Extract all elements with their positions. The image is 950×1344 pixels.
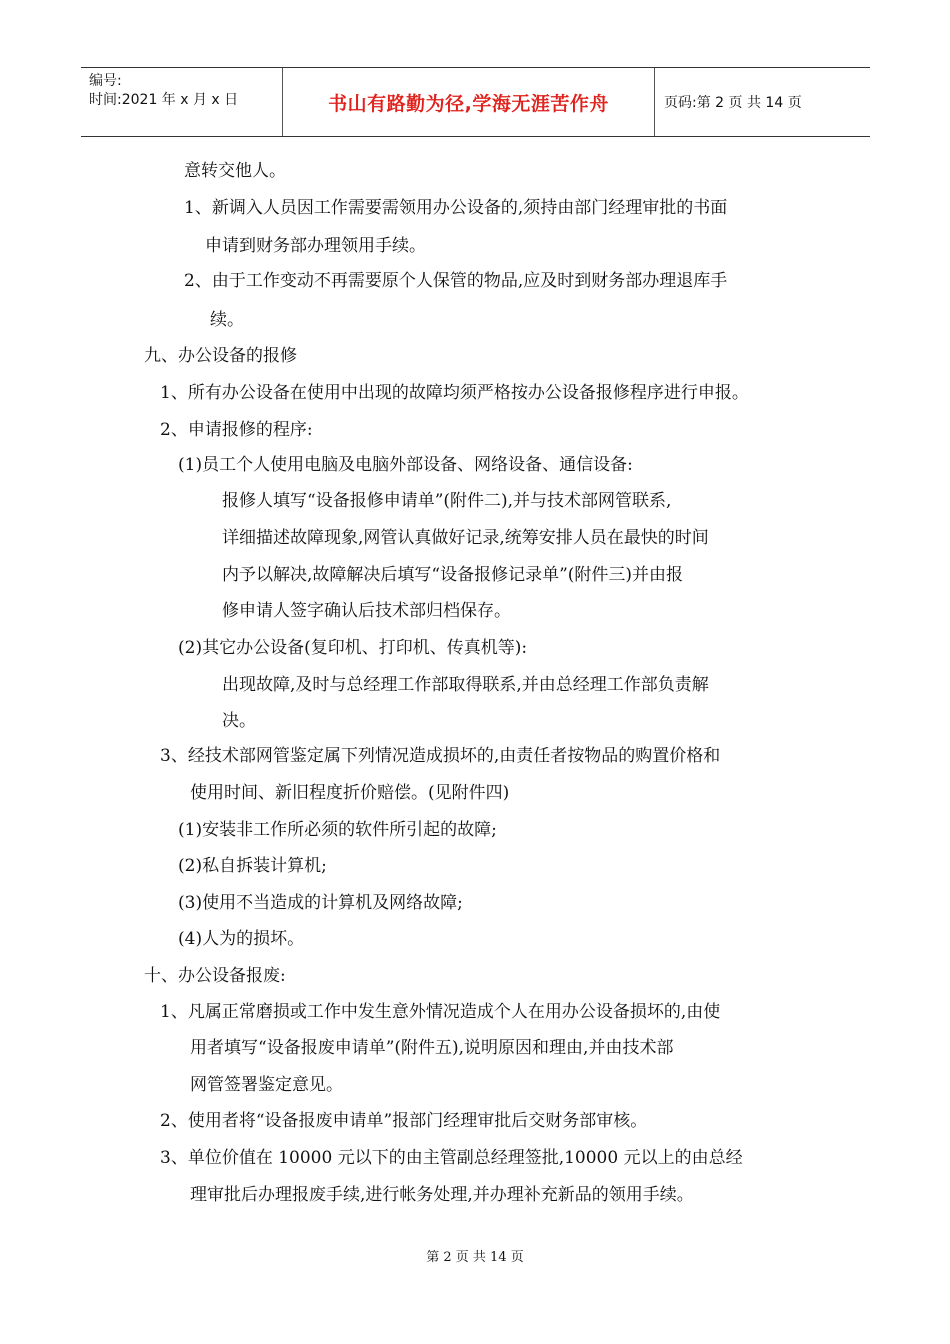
document-time-label: 时间:2021 年 x 月 x 日 xyxy=(89,92,239,108)
body-line: 修申请人签字确认后技术部归档保存。 xyxy=(222,601,511,621)
header-motto-cell xyxy=(283,68,655,136)
body-line: 2、申请报修的程序: xyxy=(160,420,313,440)
body-line: 1、所有办公设备在使用中出现的故障均须严格按办公设备报修程序进行申报。 xyxy=(160,383,749,403)
body-line: 3、单位价值在 10000 元以下的由主管副总经理签批,10000 元以上的由总经 xyxy=(160,1148,743,1168)
body-line: 网管签署鉴定意见。 xyxy=(190,1075,343,1095)
body-line: (1)安装非工作所必须的软件所引起的故障; xyxy=(178,820,497,840)
header-info-cell xyxy=(81,68,283,136)
body-line: (3)使用不当造成的计算机及网络故障; xyxy=(178,893,463,913)
body-line: (1)员工个人使用电脑及电脑外部设备、网络设备、通信设备: xyxy=(178,455,633,475)
body-line: 意转交他人。 xyxy=(184,161,286,181)
body-line: 内予以解决,故障解决后填写“设备报修记录单”(附件三)并由报 xyxy=(222,565,684,585)
body-line: 用者填写“设备报废申请单”(附件五),说明原因和理由,并由技术部 xyxy=(190,1038,674,1058)
body-line: 报修人填写“设备报修申请单”(附件二),并与技术部网管联系, xyxy=(222,491,672,511)
body-line: (2)私自拆装计算机; xyxy=(178,856,327,876)
body-line: 2、由于工作变动不再需要原个人保管的物品,应及时到财务部办理退库手 xyxy=(184,271,728,291)
body-line: 理审批后办理报废手续,进行帐务处理,并办理补充新品的领用手续。 xyxy=(190,1185,694,1205)
body-line: 1、新调入人员因工作需要需领用办公设备的,须持由部门经理审批的书面 xyxy=(184,198,728,218)
document-number-label: 编号: xyxy=(89,73,122,89)
header-page-info: 页码:第 2 页 共 14 页 xyxy=(664,95,802,111)
body-line: 续。 xyxy=(210,310,244,330)
body-line: 决。 xyxy=(222,711,256,731)
section-heading: 十、办公设备报废: xyxy=(144,966,286,986)
body-line: 1、凡属正常磨损或工作中发生意外情况造成个人在用办公设备损坏的,由使 xyxy=(160,1002,721,1022)
body-line: 使用时间、新旧程度折价赔偿。(见附件四) xyxy=(190,783,510,803)
header-table xyxy=(81,67,870,137)
body-line: 2、使用者将“设备报废申请单”报部门经理审批后交财务部审核。 xyxy=(160,1111,648,1131)
header-motto: 书山有路勤为径,学海无涯苦作舟 xyxy=(328,92,609,115)
body-line: 3、经技术部网管鉴定属下列情况造成损坏的,由责任者按物品的购置价格和 xyxy=(160,746,721,766)
body-line: 申请到财务部办理领用手续。 xyxy=(205,236,426,256)
body-line: 详细描述故障现象,网管认真做好记录,统筹安排人员在最快的时间 xyxy=(222,528,709,548)
body-line: 出现故障,及时与总经理工作部取得联系,并由总经理工作部负责解 xyxy=(222,675,709,695)
page-footer: 第 2 页 共 14 页 xyxy=(426,1250,524,1265)
body-line: (4)人为的损坏。 xyxy=(178,929,305,949)
body-line: (2)其它办公设备(复印机、打印机、传真机等): xyxy=(178,638,528,658)
header-page-cell xyxy=(655,68,870,136)
section-heading: 九、办公设备的报修 xyxy=(144,346,297,366)
